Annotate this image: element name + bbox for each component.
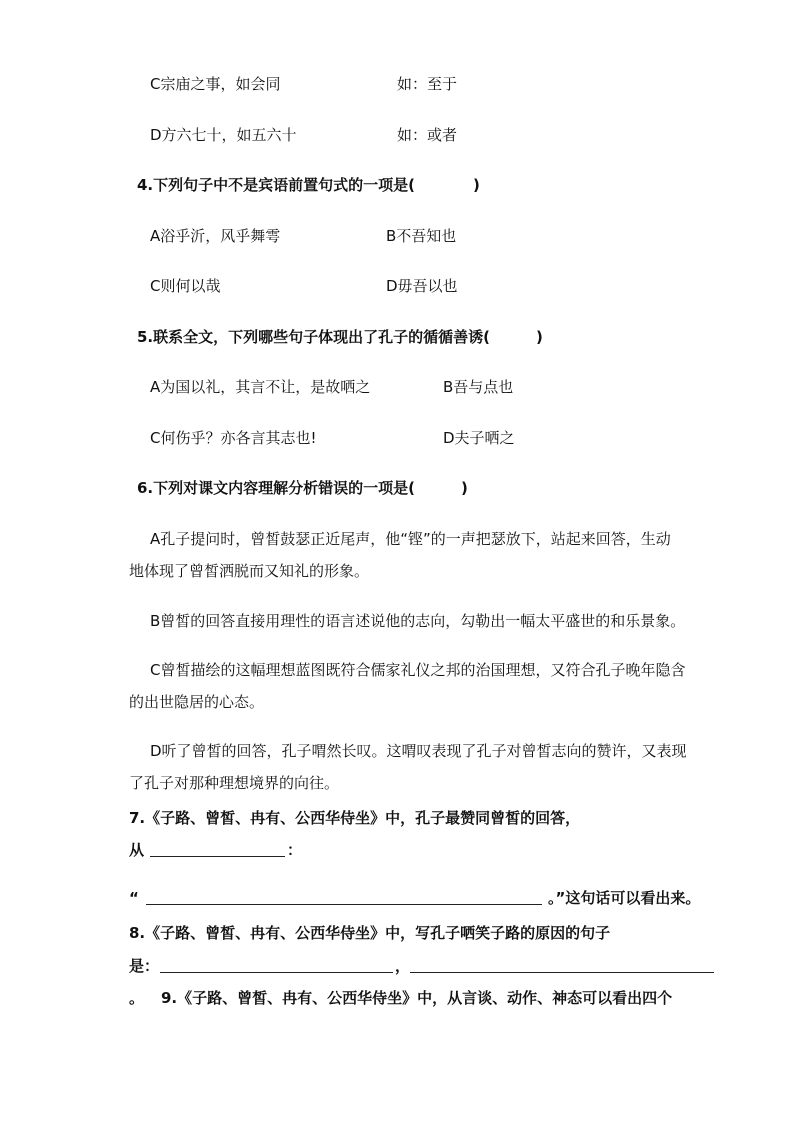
q9-stem: 9.《子路、曾皙、冉有、公西华侍坐》中，从言谈、动作、神态可以看出四个 <box>161 989 673 1007</box>
q8-stem: 8.《子路、曾皙、冉有、公西华侍坐》中，写孔子哂笑子路的原因的句子 <box>129 924 611 942</box>
q5-option-d: D夫子哂之 <box>443 429 515 447</box>
q5-stem-close: ) <box>536 328 543 346</box>
q4-option-c: C则何以哉 <box>150 277 221 295</box>
q5-option-c: C何伤乎？亦各言其志也! <box>150 429 317 447</box>
q5-stem-text: 5.联系全文，下列哪些句子体现出了孔子的循循善诱( <box>137 328 490 346</box>
q8-answer-blank-1[interactable] <box>160 956 393 973</box>
q3-option-c <box>150 74 280 94</box>
q8-answer-blank-2[interactable] <box>410 956 714 973</box>
q6-option-c-line2: 的出世隐居的心态。 <box>129 693 265 711</box>
q4-option-b: B不吾知也 <box>386 227 457 245</box>
q6-option-d-line1: D听了曾皙的回答，孔子喟然长叹。这喟叹表现了孔子对曾皙志向的赞许，又表现 <box>150 742 687 760</box>
q4-stem <box>137 175 480 195</box>
q7-stem: 7.《子路、曾皙、冉有、公西华侍坐》中，孔子最赞同曾皙的回答， <box>129 809 581 827</box>
q6-stem-close: ) <box>461 479 468 497</box>
q7-answer-blank-1[interactable] <box>150 840 285 857</box>
q6-option-a-line2: 地体现了曾皙洒脱而又知礼的形象。 <box>129 562 370 580</box>
q6-option-d-line2: 了孔子对那种理想境界的向往。 <box>129 774 340 792</box>
q4-stem-close: ) <box>473 176 480 194</box>
q6-stem-text: 6.下列对课文内容理解分析错误的一项是( <box>137 479 415 497</box>
q5-option-a: A为国以礼，其言不让，是故哂之 <box>150 378 371 396</box>
q4-option-a: A浴乎沂，风乎舞雩 <box>150 227 281 245</box>
q6-option-b-line1: B曾皙的回答直接用理性的语言述说他的志向，勾勒出一幅太平盛世的和乐景象。 <box>150 612 686 630</box>
q5-stem <box>137 327 543 347</box>
q7-colon: ： <box>287 841 303 859</box>
q3-option-d <box>150 125 297 145</box>
q7-from-line <box>129 840 144 860</box>
q8-end-period: 。 <box>129 989 145 1007</box>
q3-option-d-gloss: 如：或者 <box>397 126 458 144</box>
q4-stem-text: 4.下列句子中不是宾语前置句式的一项是( <box>137 176 415 194</box>
q3-option-d-text: D方六七十，如五六十 <box>150 126 297 144</box>
q7-open-quote: “ <box>129 889 139 907</box>
q4-option-d: D毋吾以也 <box>386 277 458 295</box>
q7-tail: 。”这句话可以看出来。 <box>548 889 701 907</box>
q6-option-c-line1: C曾皙描绘的这幅理想蓝图既符合儒家礼仪之邦的治国理想，又符合孔子晚年隐含 <box>150 661 686 679</box>
q6-option-a-line1: A孔子提问时，曾皙鼓瑟正近尾声，他“铿”的一声把瑟放下，站起来回答，生动 <box>150 530 671 548</box>
q7-from: 从 <box>129 841 145 859</box>
q3-option-c-text: C宗庙之事，如会同 <box>150 75 281 93</box>
q8-is: 是： <box>129 957 160 975</box>
q5-option-b: B吾与点也 <box>443 378 514 396</box>
q7-answer-blank-2[interactable] <box>146 888 542 905</box>
q6-stem <box>137 478 468 498</box>
q8-comma: ， <box>395 957 411 975</box>
q3-option-c-gloss: 如：至于 <box>397 75 458 93</box>
